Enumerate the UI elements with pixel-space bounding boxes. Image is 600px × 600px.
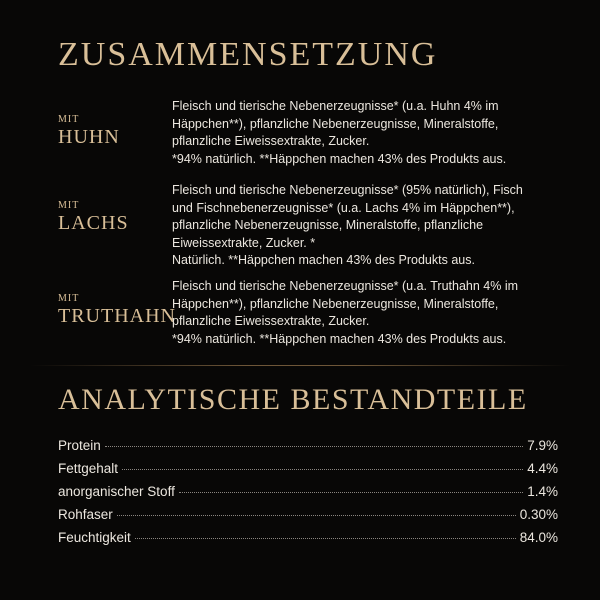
ingredient-line: Eiweissextrakte, Zucker. *	[172, 235, 316, 250]
analysis-value: 1.4%	[527, 484, 558, 499]
ingredient-prefix: MIT	[58, 114, 80, 125]
dot-leader	[122, 469, 523, 470]
analysis-label: Feuchtigkeit	[58, 530, 131, 545]
ingredient-name: LACHS	[58, 212, 129, 234]
ingredient-line: und Fischnebenerzeugnisse* (u.a. Lachs 4% im Häppchen**),	[172, 200, 515, 215]
analysis-table	[58, 438, 558, 553]
composition-title: ZUSAMMENSETZUNG	[58, 36, 438, 73]
dot-leader	[179, 492, 523, 493]
dot-leader	[105, 446, 523, 447]
analysis-title: ANALYTISCHE BESTANDTEILE	[58, 383, 528, 416]
analysis-row	[58, 484, 558, 507]
ingredient-text	[172, 278, 572, 348]
ingredient-label	[58, 114, 120, 148]
analysis-label: Protein	[58, 438, 101, 453]
ingredient-line: pflanzliche Eiweissextrakte, Zucker.	[172, 134, 370, 148]
analysis-row	[58, 530, 558, 553]
ingredient-line: Häppchen**), pflanzliche Nebenerzeugnisse, Mineralstoffe,	[172, 116, 499, 131]
ingredient-label	[58, 200, 129, 234]
ingredient-name: HUHN	[58, 126, 120, 148]
ingredient-prefix: MIT	[58, 293, 80, 304]
ingredient-label	[58, 293, 176, 327]
analysis-row	[58, 507, 558, 530]
ingredient-line: *94% natürlich. **Häppchen machen 43% des Produkts aus.	[172, 331, 507, 346]
ingredient-prefix: MIT	[58, 200, 80, 211]
ingredient-line: Fleisch und tierische Nebenerzeugnisse* (u.a. Truthahn 4% im	[172, 279, 519, 293]
analysis-label: anorganischer Stoff	[58, 484, 175, 499]
ingredient-line: Häppchen**), pflanzliche Nebenerzeugnisse, Mineralstoffe,	[172, 296, 499, 311]
dot-leader	[135, 538, 516, 539]
dot-leader	[117, 515, 516, 516]
analysis-label: Rohfaser	[58, 507, 113, 522]
ingredient-line: Natürlich. **Häppchen machen 43% des Produkts aus.	[172, 253, 475, 267]
ingredient-text	[172, 182, 572, 270]
ingredient-text	[172, 98, 572, 168]
ingredient-line: Fleisch und tierische Nebenerzeugnisse* (95% natürlich), Fisch	[172, 183, 523, 197]
section-divider	[30, 365, 570, 366]
ingredient-line: *94% natürlich. **Häppchen machen 43% des Produkts aus.	[172, 151, 507, 166]
ingredient-line: Fleisch und tierische Nebenerzeugnisse* (u.a. Huhn 4% im	[172, 99, 499, 113]
ingredient-line: pflanzliche Eiweissextrakte, Zucker.	[172, 314, 370, 328]
analysis-value: 4.4%	[527, 461, 558, 476]
analysis-label: Fettgehalt	[58, 461, 119, 476]
analysis-value: 7.9%	[527, 438, 558, 453]
analysis-row	[58, 438, 558, 461]
analysis-value: 0.30%	[519, 507, 558, 522]
ingredient-name: TRUTHAHN	[58, 305, 176, 327]
ingredient-line: pflanzliche Nebenerzeugnisse, Mineralstoffe, pflanzliche	[172, 218, 484, 232]
analysis-row	[58, 461, 558, 484]
analysis-value: 84.0%	[519, 530, 558, 545]
